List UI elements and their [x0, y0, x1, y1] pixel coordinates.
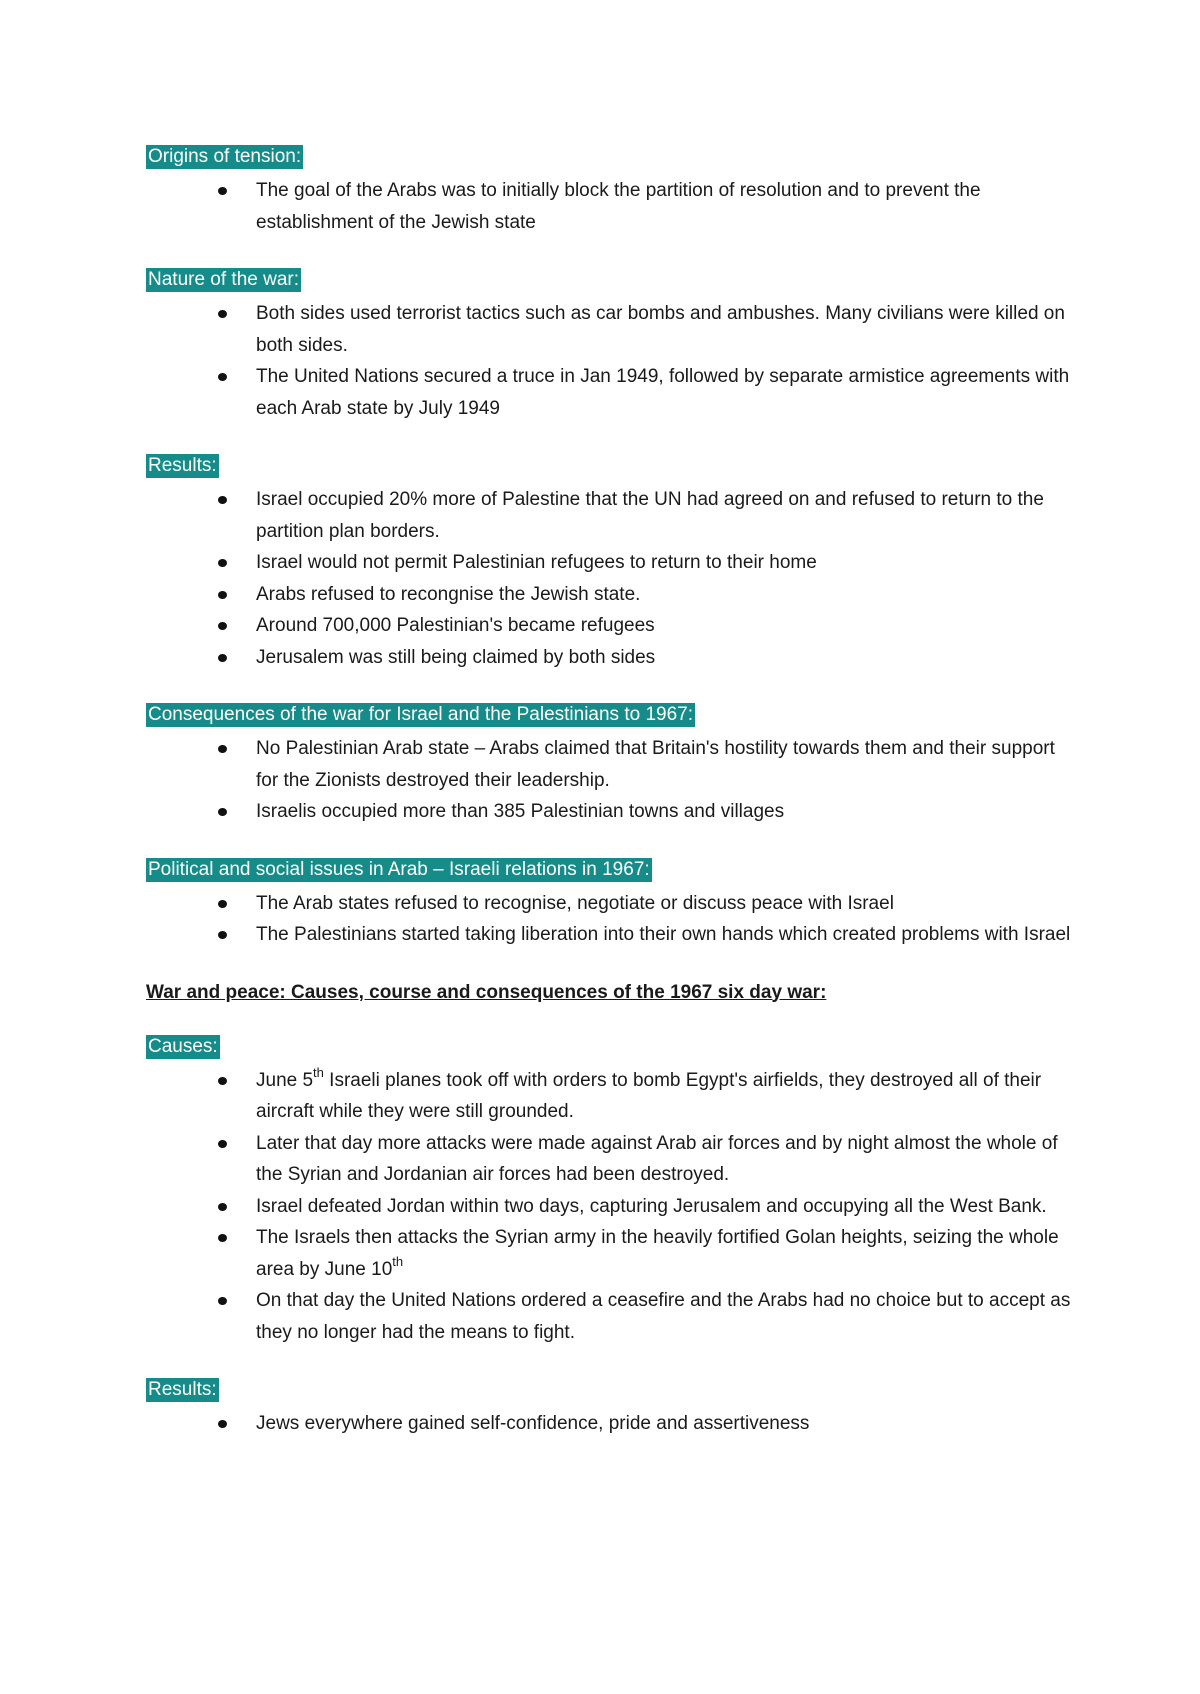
list-item: Arabs refused to recongnise the Jewish state. — [146, 579, 1076, 611]
section-heading: Consequences of the war for Israel and the Palestinians to 1967: — [148, 704, 694, 725]
section-heading: Results: — [148, 1379, 217, 1400]
bullet-icon — [218, 1234, 227, 1242]
bullet-icon — [218, 559, 227, 567]
section-heading: Political and social issues in Arab – Israeli relations in 1967: — [148, 858, 650, 880]
bullet-list — [146, 888, 1076, 951]
section-consequences — [146, 703, 1076, 828]
bullet-list — [146, 175, 1076, 238]
list-item: Israelis occupied more than 385 Palestinian towns and villages — [146, 796, 1076, 828]
bullet-icon — [218, 622, 227, 630]
bullet-list — [146, 484, 1076, 673]
list-item: No Palestinian Arab state – Arabs claimed that Britain's hostility towards them and their support for the Zionists destroyed their leadership. — [146, 733, 1076, 796]
list-item: Both sides used terrorist tactics such as car bombs and ambushes. Many civilians were killed on both sides. — [146, 298, 1076, 361]
war-title: War and peace: Causes, course and consequences of the 1967 six day war: — [146, 981, 827, 1003]
bullet-icon — [218, 654, 227, 662]
document-body — [146, 145, 1076, 1470]
list-item: The Palestinians started taking liberation into their own hands which created problems with Israel — [146, 919, 1076, 951]
list-item: Jews everywhere gained self-confidence, pride and assertiveness — [146, 1408, 1076, 1440]
bullet-list — [146, 733, 1076, 828]
bullet-icon — [218, 1297, 227, 1305]
bullet-icon — [218, 900, 227, 908]
section-political-social — [146, 858, 1076, 951]
bullet-icon — [218, 931, 227, 939]
list-item: June 5th Israeli planes took off with orders to bomb Egypt's airfields, they destroyed all of their aircraft while they were still grounded. — [146, 1065, 1076, 1128]
bullet-icon — [218, 1420, 227, 1428]
bullet-icon — [218, 310, 227, 318]
bullet-icon — [218, 496, 227, 504]
section-heading: Nature of the war: — [148, 269, 300, 290]
section-heading: Causes: — [148, 1035, 218, 1057]
bullet-list — [146, 298, 1076, 424]
bullet-icon — [218, 1203, 227, 1211]
bullet-icon — [218, 373, 227, 381]
bullet-icon — [218, 745, 227, 753]
section-results — [146, 454, 1076, 673]
list-item: Jerusalem was still being claimed by both sides — [146, 642, 1076, 674]
bullet-icon — [218, 1140, 227, 1148]
list-item: The Israels then attacks the Syrian army in the heavily fortified Golan heights, seizing the whole area by June 10th — [146, 1222, 1076, 1285]
list-item: Israel defeated Jordan within two days, capturing Jerusalem and occupying all the West Bank. — [146, 1191, 1076, 1223]
section-origins — [146, 145, 1076, 238]
list-item: Israel would not permit Palestinian refugees to return to their home — [146, 547, 1076, 579]
bullet-list — [146, 1065, 1076, 1349]
bullet-icon — [218, 591, 227, 599]
section-results-1967 — [146, 1378, 1076, 1440]
section-heading: Results: — [148, 455, 217, 476]
list-item: Around 700,000 Palestinian's became refugees — [146, 610, 1076, 642]
list-item: Later that day more attacks were made against Arab air forces and by night almost the whole of the Syrian and Jordanian air forces had been destroyed. — [146, 1128, 1076, 1191]
section-causes — [146, 1035, 1076, 1349]
list-item: On that day the United Nations ordered a ceasefire and the Arabs had no choice but to accept as they no longer had the means to fight. — [146, 1285, 1076, 1348]
bullet-icon — [218, 187, 227, 195]
bullet-icon — [218, 1077, 227, 1085]
list-item: The Arab states refused to recognise, negotiate or discuss peace with Israel — [146, 888, 1076, 920]
section-heading: Origins of tension: — [148, 146, 302, 167]
list-item: The United Nations secured a truce in Jan 1949, followed by separate armistice agreements with each Arab state by July 1949 — [146, 361, 1076, 424]
bullet-icon — [218, 808, 227, 816]
bullet-list — [146, 1408, 1076, 1440]
list-item: Israel occupied 20% more of Palestine that the UN had agreed on and refused to return to the partition plan borders. — [146, 484, 1076, 547]
section-nature — [146, 268, 1076, 424]
list-item: The goal of the Arabs was to initially block the partition of resolution and to prevent the establishment of the Jewish state — [146, 175, 1076, 238]
